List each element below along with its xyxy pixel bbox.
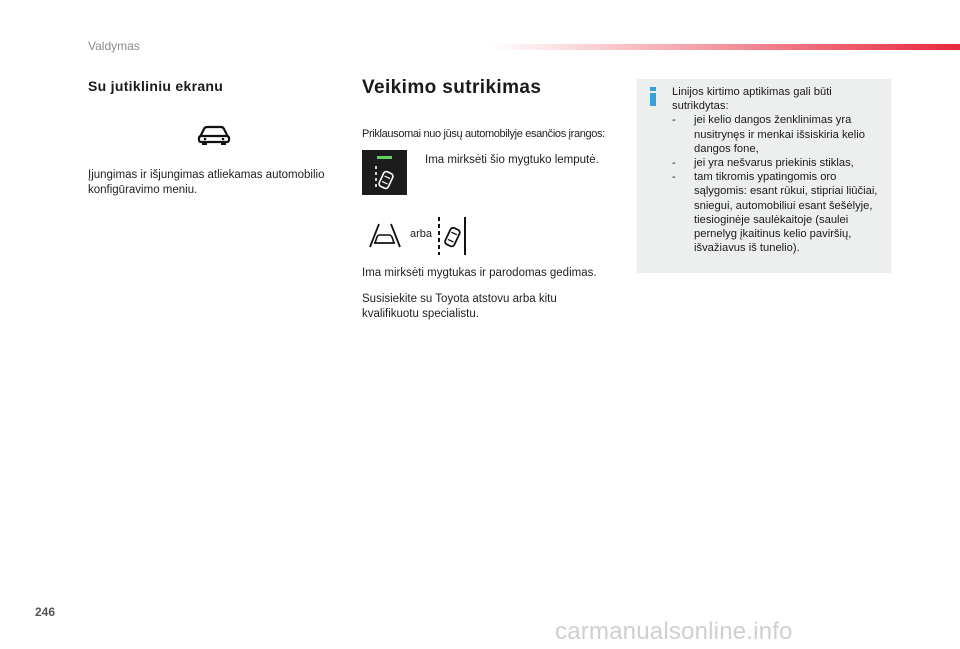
list-dash: - — [672, 171, 676, 184]
car-icon — [197, 124, 231, 146]
touchscreen-text: Įjungimas ir išjungimas atliekamas automobilio konfigūravimo meniu. — [88, 169, 325, 196]
info-item-text: tam tikromis ypatingomis oro sąlygomis: esant rūkui, stipriai liūčiai, sniegui, automobiliui esant šešėlyje, tiesioginėje saulėkaitoje (saulei pernelyg įkaitinus kelio paviršių, išvažiavus iš tunelio). — [694, 171, 878, 255]
info-list-item — [672, 170, 884, 255]
list-dash: - — [672, 114, 676, 127]
info-icon — [650, 87, 656, 106]
equipment-intro: Priklausomai nuo jūsų automobilyje esančios įrangos: — [362, 128, 605, 140]
info-text — [672, 85, 884, 255]
touchscreen-heading: Su jutikliniu ekranu — [88, 78, 224, 94]
info-item-text: jei yra nešvarus priekinis stiklas, — [694, 157, 854, 170]
button-blinks-text: Ima mirksėti mygtukas ir parodomas gedimas. — [362, 267, 597, 279]
or-text: arba — [410, 228, 433, 240]
list-dash: - — [672, 157, 676, 170]
page-number: 246 — [35, 605, 56, 619]
lane-departure-button-icon — [362, 150, 407, 195]
lane-departure-icon — [362, 150, 407, 195]
lane-warning-icon — [368, 222, 402, 248]
malfunction-heading: Veikimo sutrikimas — [362, 77, 542, 98]
light-blinks-text: Ima mirksėti šio mygtuko lemputė. — [425, 154, 599, 166]
watermark: carmanualsonline.info — [555, 618, 793, 645]
header-accent-bar — [490, 44, 960, 50]
info-item-text: jei kelio dangos ženklinimas yra nusitrynęs ir menkai išsiskiria kelio dangos fone, — [694, 114, 865, 155]
lane-departure-alt-icon — [436, 216, 468, 256]
info-list-item — [672, 156, 884, 170]
section-title: Valdymas — [88, 39, 140, 53]
contact-dealer-text: Susisiekite su Toyota atstovu arba kitu kvalifikuotu specialistu. — [362, 293, 557, 320]
info-list-item — [672, 113, 884, 156]
info-intro: Linijos kirtimo aptikimas gali būti sutrikdytas: — [672, 86, 832, 113]
